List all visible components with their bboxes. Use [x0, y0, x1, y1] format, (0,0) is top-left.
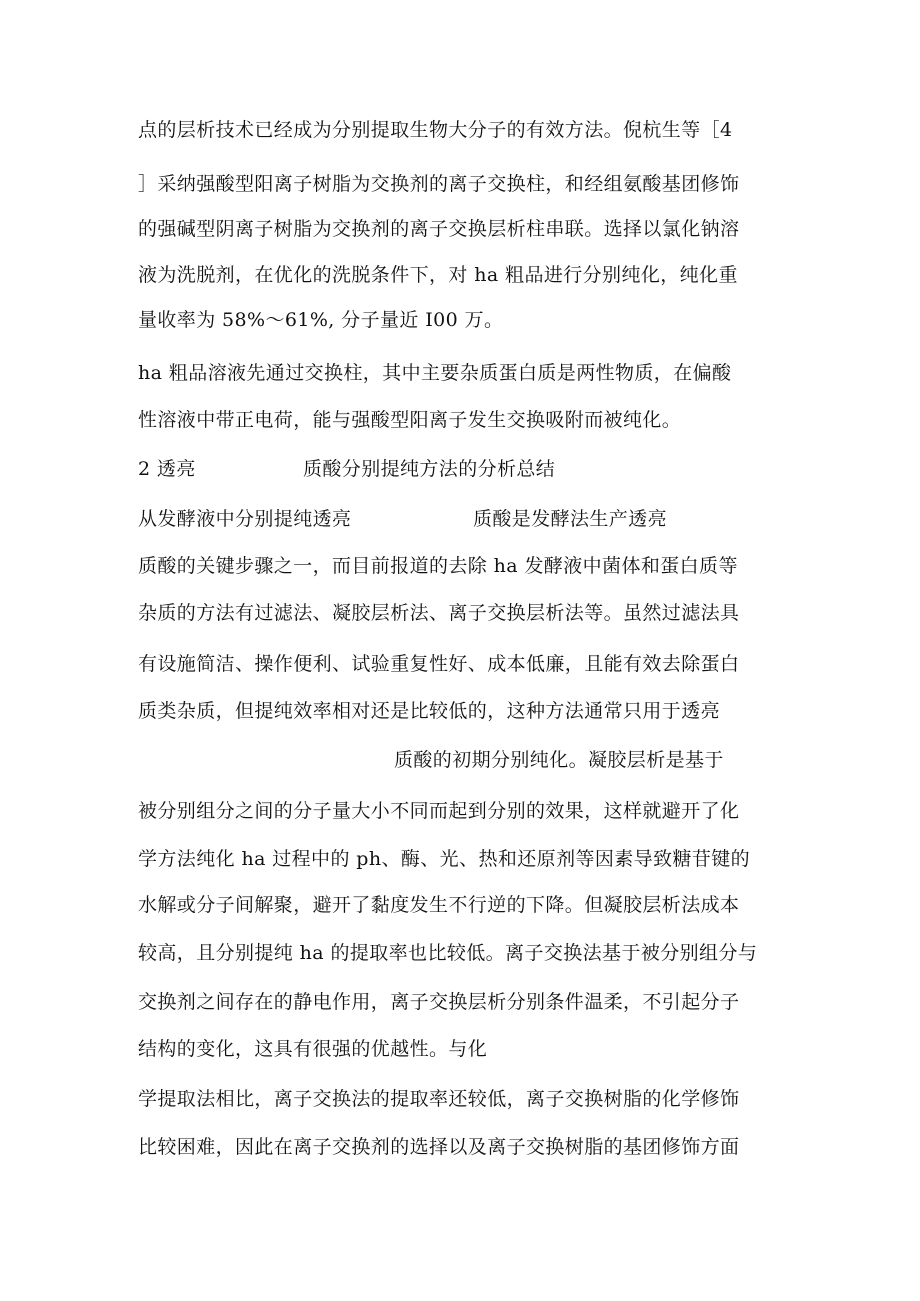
paragraph-line: ha 粗品溶液先通过交换柱，其中主要杂质蛋白质是两性物质，在偏酸 [138, 362, 732, 384]
paragraph-line: 液为洗脱剂，在优化的洗脱条件下，对 ha 粗品进行分别纯化，纯化重 [138, 264, 738, 286]
section-heading-part: 2 透亮 [138, 458, 196, 480]
paragraph-line: 较高，且分别提纯 ha 的提取率也比较低。离子交换法基于被分别组分与 [138, 942, 758, 964]
paragraph-line: 学方法纯化 ha 过程中的 ph、酶、光、热和还原剂等因素导致糖苷键的 [138, 848, 751, 870]
section-heading-part: 质酸分别提纯方法的分析总结 [303, 458, 556, 480]
paragraph-line: 交换剂之间存在的静电作用，离子交换层析分别条件温柔，不引起分子 [138, 991, 740, 1013]
paragraph-line: 水解或分子间解聚，避开了黏度发生不行逆的下降。但凝胶层析法成本 [138, 894, 740, 916]
paragraph-line: ］采纳强酸型阳离子树脂为交换剂的离子交换柱，和经组氨酸基团修饰 [138, 173, 740, 195]
indented-line: 质酸的初期分别纯化。凝胶层析是基于 [394, 749, 724, 771]
paragraph-line: 点的层析技术已经成为分别提取生物大分子的有效方法。倪杭生等［4 [138, 119, 733, 141]
paragraph-line: 性溶液中带正电荷，能与强酸型阳离子发生交换吸附而被纯化。 [138, 409, 682, 431]
paragraph-line: 有设施简洁、操作便利、试验重复性好、成本低廉，且能有效去除蛋白 [138, 653, 740, 675]
paragraph-line: 学提取法相比，离子交换法的提取率还较低，离子交换树脂的化学修饰 [138, 1088, 740, 1110]
sub-heading-part: 质酸是发酵法生产透亮 [473, 508, 668, 530]
paragraph-line: 比较困难，因此在离子交换剂的选择以及离子交换树脂的基团修饰方面 [138, 1136, 740, 1158]
paragraph-line: 质酸的关键步骤之一，而目前报道的去除 ha 发酵液中菌体和蛋白质等 [138, 555, 738, 577]
sub-heading-part: 从发酵液中分别提纯透亮 [138, 508, 352, 530]
paragraph-line: 杂质的方法有过滤法、凝胶层析法、离子交换层析法等。虽然过滤法具 [138, 602, 740, 624]
paragraph-line: 结构的变化，这具有很强的优越性。与化 [138, 1038, 488, 1060]
paragraph-line: 被分别组分之间的分子量大小不同而起到分别的效果，这样就避开了化 [138, 800, 740, 822]
paragraph-line: 的强碱型阴离子树脂为交换剂的离子交换层析柱串联。选择以氯化钠溶 [138, 218, 740, 240]
paragraph-line: 量收率为 58%～61%, 分子量近 I00 万。 [138, 309, 504, 331]
paragraph-line: 质类杂质，但提纯效率相对还是比较低的，这种方法通常只用于透亮 [138, 700, 721, 722]
